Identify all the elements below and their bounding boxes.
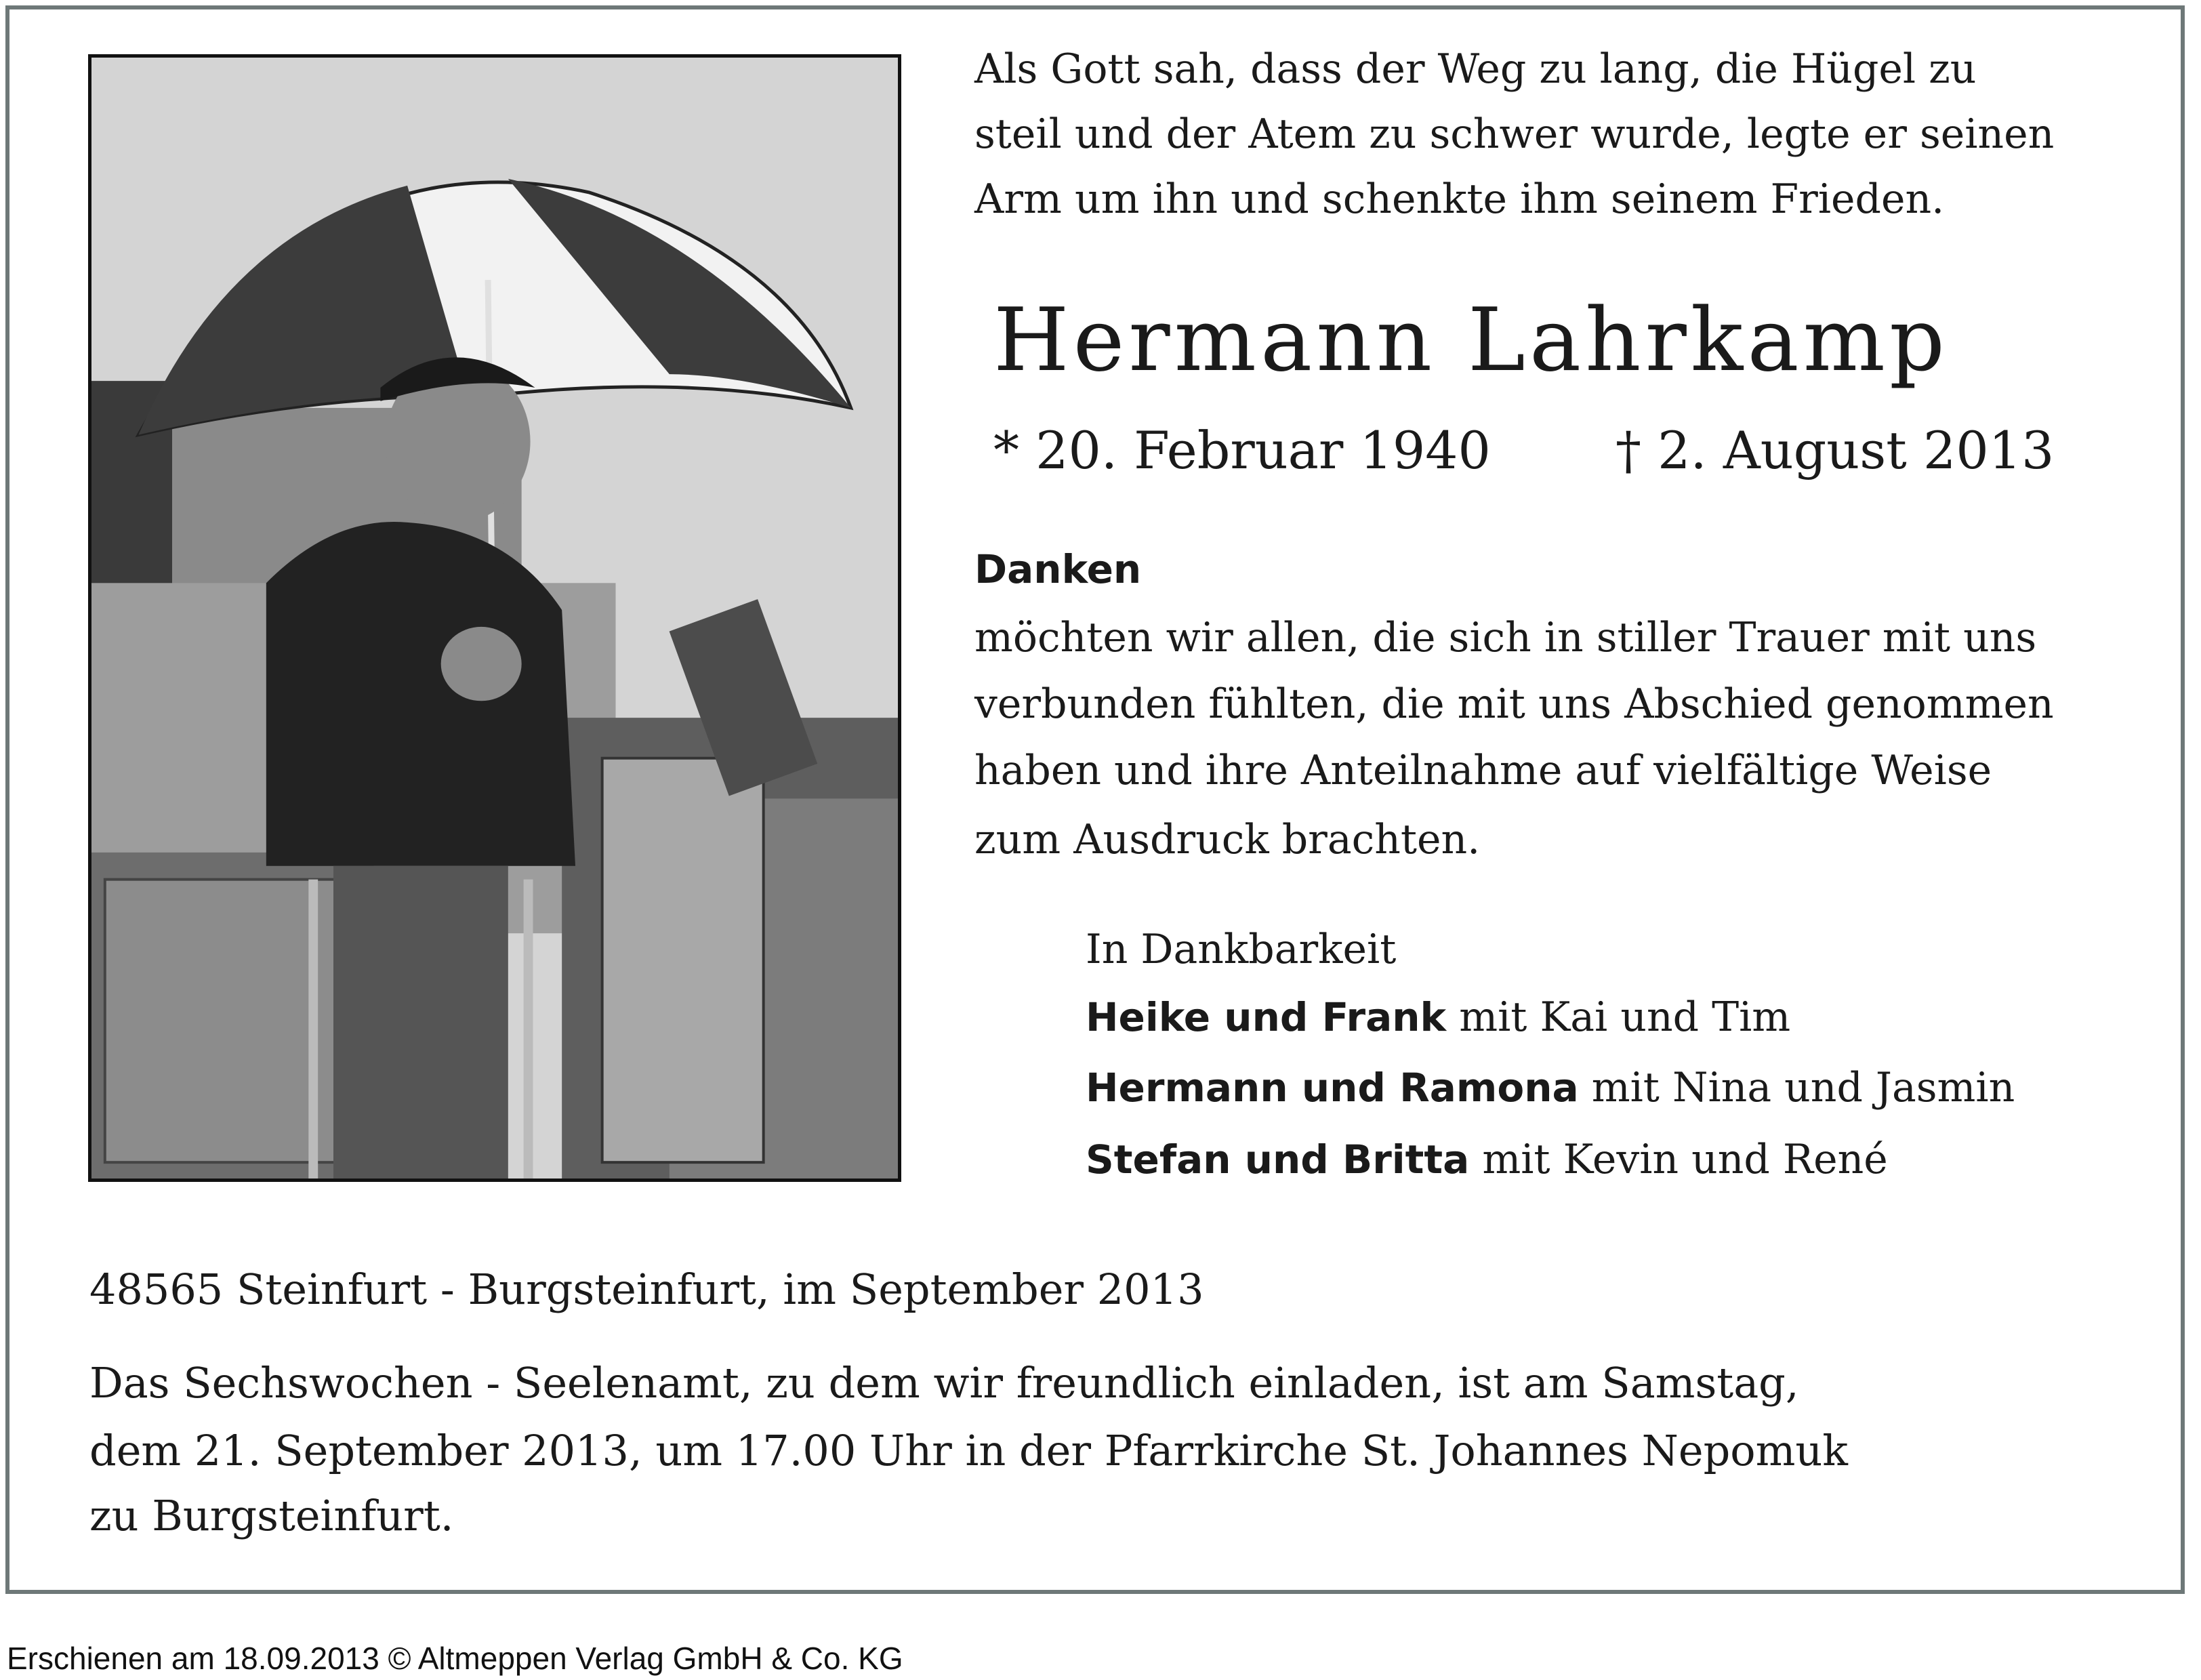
service-line: zu Burgsteinfurt.	[89, 1491, 454, 1540]
family-children: mit Kevin und René	[1469, 1136, 1888, 1183]
family-names: Heike und Frank	[1086, 994, 1447, 1040]
verse-line: Als Gott sah, dass der Weg zu lang, die Hügel zu	[974, 45, 1977, 93]
place-date: 48565 Steinfurt - Burgsteinfurt, im September 2013	[89, 1265, 1204, 1314]
service-line: Das Sechswochen - Seelenamt, zu dem wir freundlich einladen, ist am Samstag,	[89, 1358, 1799, 1408]
thanks-line: zum Ausdruck brachten.	[974, 816, 1481, 863]
verse-line: steil und der Atem zu schwer wurde, legte er seinen	[974, 110, 2055, 158]
thanks-heading: Danken	[974, 546, 1142, 592]
birth-date: * 20. Februar 1940	[993, 420, 1491, 480]
thanks-line: möchten wir allen, die sich in stiller Trauer mit uns	[974, 614, 2037, 661]
thanks-line: haben und ihre Anteilnahme auf vielfältige Weise	[974, 747, 1992, 794]
portrait-photo	[88, 54, 901, 1182]
verse-line: Arm um ihn und schenkte ihm seinem Frieden.	[974, 176, 1945, 223]
thanks-line: verbunden fühlten, die mit uns Abschied genommen	[974, 680, 2054, 728]
signature-family	[1086, 1136, 1888, 1183]
service-line: dem 21. September 2013, um 17.00 Uhr in der Pfarrkirche St. Johannes Nepomuk	[89, 1426, 1848, 1475]
signature-family	[1086, 1064, 2015, 1111]
family-names: Hermann und Ramona	[1086, 1065, 1579, 1111]
family-names: Stefan und Britta	[1086, 1136, 1470, 1183]
family-children: mit Nina und Jasmin	[1578, 1064, 2015, 1111]
deceased-name: Hermann Lahrkamp	[993, 290, 1949, 391]
signature-family	[1086, 993, 1790, 1041]
family-children: mit Kai und Tim	[1446, 993, 1791, 1041]
signature-intro: In Dankbarkeit	[1086, 926, 1397, 973]
death-date: † 2. August 2013	[1616, 420, 2055, 480]
publication-credit: Erschienen am 18.09.2013 © Altmeppen Verlag GmbH & Co. KG	[7, 1641, 903, 1676]
